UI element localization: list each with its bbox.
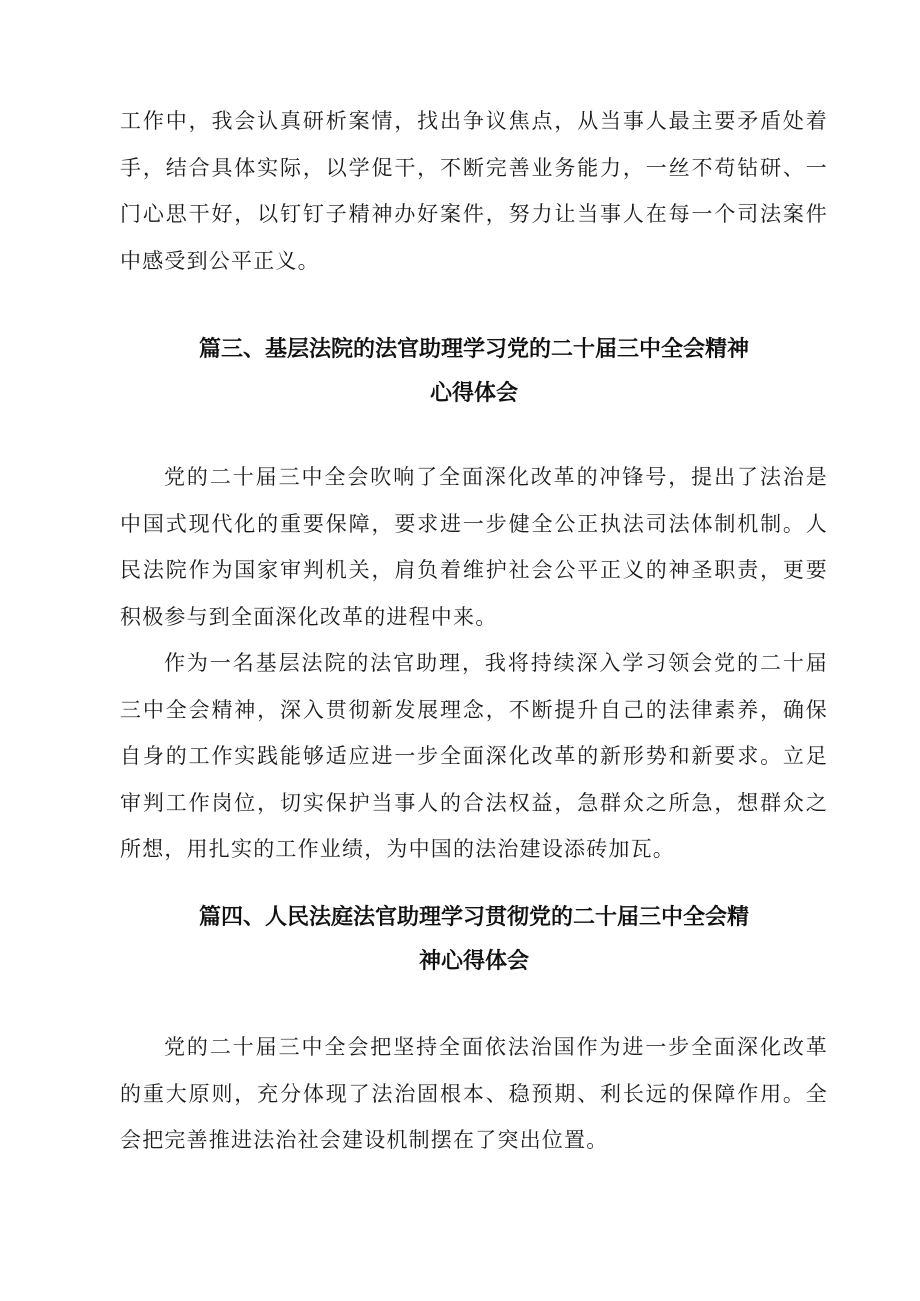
section-heading-3-line-2: 心得体会 (429, 381, 518, 406)
paragraph-section-3-2: 作为一名基层法院的法官助理，我将持续深入学习领会党的二十届三中全会精神，深入贯彻新发展理念，不断提升自己的法律素养，确保自身的工作实践能够适应进一步全面深化改革的新形势和新要求。立足审判工作岗位，切实保护当事人的合法权益，急群众之所急，想群众之所想，用扎实的工作业绩，为中国的法治建设添砖加瓦。 (120, 651, 828, 861)
paragraph-section-4-1: 党的二十届三中全会把坚持全面依法治国作为进一步全面深化改革的重大原则，充分体现了法治固根本、稳预期、利长远的保障作用。全会把完善推进法治社会建设机制摆在了突出位置。 (120, 1035, 828, 1152)
section-heading-3 (120, 328, 828, 416)
section-heading-4-line-1: 篇四、人民法庭法官助理学习贯彻党的二十届三中全会精 (198, 905, 749, 930)
section-heading-4-line-2: 神心得体会 (418, 949, 529, 974)
paragraph-continued: 工作中，我会认真研析案情，找出争议焦点，从当事人最主要矛盾处着手，结合具体实际，以学促干，不断完善业务能力，一丝不苟钻研、一门心思干好，以钉钉子精神办好案件，努力让当事人在每一个司法案件中感受到公平正义。 (120, 109, 828, 273)
section-heading-3-line-1: 篇三、基层法院的法官助理学习党的二十届三中全会精神 (198, 337, 749, 362)
section-heading-4 (120, 896, 828, 984)
paragraph-section-3-1: 党的二十届三中全会吹响了全面深化改革的冲锋号，提出了法治是中国式现代化的重要保障，要求进一步健全公正执法司法体制机制。人民法院作为国家审判机关，肩负着维护社会公平正义的神圣职责，更要积极参与到全面深化改革的进程中来。 (120, 465, 828, 629)
